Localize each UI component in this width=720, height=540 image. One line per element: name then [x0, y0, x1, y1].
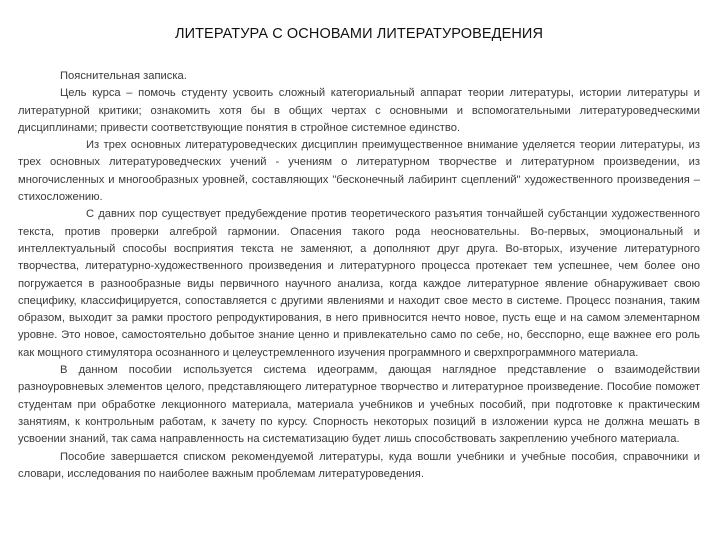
paragraph-course-goal: Цель курса – помочь студенту усвоить сложный категориальный аппарат теории литературы, истории литературы и литературной критики; ознакомить хотя бы в общих чертах с основными и вспомогательными литературоведческими дисциплинами; привести соответствующие понятия в стройное системное единство.	[18, 87, 700, 134]
paragraph-prejudice: С давних пор существует предубеждение против теоретического разъятия тончайшей субстанции художественного текста, против проверки алгеброй гармонии. Опасения такого рода неосновательны. Во-первых, эмоциональный и интеллектуальный способы восприятия текста не заменяют, а дополняют друг друга. Во-вторых, изучение литературного творчества, литературно-художественного произведения и литературного процесса протекает тем успешнее, чем более оно погружается в разнообразные виды первичного научного анализа, когда каждое литературное явление обнаруживает свою специфику, классифицируется, сопоставляется с другими явлениями и находит свое место в системе. Процесс познания, таким образом, выходит за рамки простого репродуктирования, в него привносится нечто новое, пусть еще и на самом элементарном уровне. Это новое, самостоятельно добытое знание ценно и привлекательно само по себе, но, бесспорно, еще важнее его роль как мощного стимулятора осознанного и целеустремленного изучения программного и сверхпрограммного материала.	[18, 208, 700, 359]
document-body	[18, 68, 700, 483]
explanatory-note-heading: Пояснительная записка.	[60, 70, 187, 82]
paragraph-bibliography: Пособие завершается списком рекомендуемой литературы, куда вошли учебники и учебные пособия, справочники и словари, исследования по наиболее важным проблемам литературоведения.	[18, 450, 700, 480]
paragraph-disciplines: Из трех основных литературоведческих дисциплин преимущественное внимание уделяется теории литературы, из трех основных литературоведческих учений - учениям о литературном творчестве и литературном произведении, из многочисленных и многообразных уровней, составляющих "бесконечный лабиринт сцеплений" художественного произведения – стихосложению.	[18, 139, 700, 204]
document-title: ЛИТЕРАТУРА С ОСНОВАМИ ЛИТЕРАТУРОВЕДЕНИЯ	[174, 26, 544, 42]
paragraph-ideograms: В данном пособии используется система идеограмм, дающая наглядное представление о взаимодействии разноуровневых элементов целого, представляющего литературное творчество и литературное произведение. Пособие поможет студентам при обработке лекционного материала, материала учебников и учебных пособий, при подготовке к практическим занятиям, к контрольным работам, к зачету по курсу. Спорность некоторых позиций в изложении курса не должна мешать в усвоении знаний, так сама направленность на систематизацию будет лишь способствовать закреплению учебного материала.	[18, 364, 700, 446]
